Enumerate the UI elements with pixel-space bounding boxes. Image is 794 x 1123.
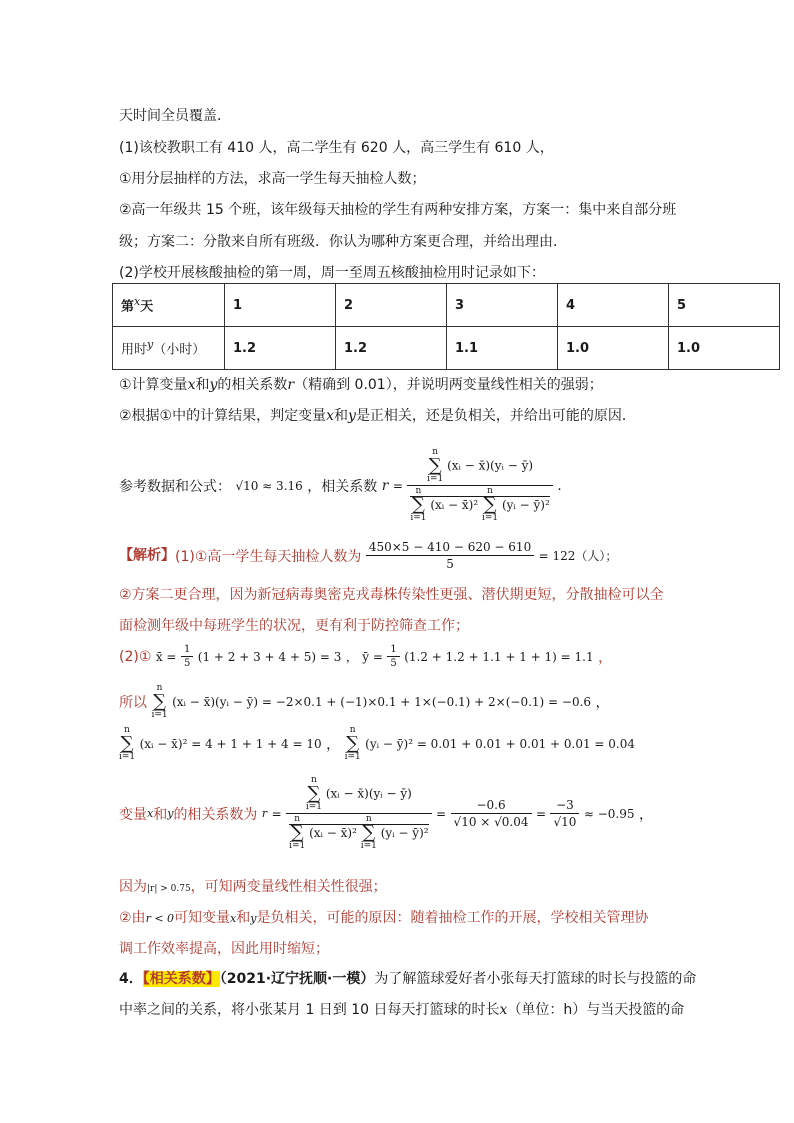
solution-1b-line2: 面检测年级中每班学生的状况，更有利于防控筛查工作； bbox=[119, 618, 469, 634]
solution-2-variances: n ∑ i=1 (xᵢ − x̄)² = 4 + 1 + 1 + 4 = 10 ， n ∑ i=1 (yᵢ − ȳ)² = 0.01 + 0.01 + 0.01 + 0.01 = 0.04 bbox=[119, 725, 636, 762]
question-4-line1: 4．【相关系数】（2021·辽宁抚顺·一模）为了解篮球爱好者小张每天打篮球的时长与投篮的命 bbox=[119, 971, 697, 987]
solution-2b-line1: ②由r < 0可知变量x和y是负相关，可能的原因：随着抽检工作的开展，学校相关管理协 bbox=[119, 910, 649, 926]
table-cell: 5 bbox=[669, 284, 780, 327]
correlation-formula: n ∑ i=1 (xᵢ − x̄)(yᵢ − ȳ) n ∑ i=1 (xᵢ − x̄)² n ∑ i=1 (yᵢ − ȳ)² bbox=[407, 448, 552, 523]
question-1a: ①用分层抽样的方法，求高一学生每天抽检人数； bbox=[119, 171, 426, 187]
topic-tag: 【相关系数】 bbox=[142, 971, 220, 987]
question-1b-line1: ②高一年级共 15 个班，该年级每天抽检的学生有两种安排方案，方案一：集中来自部分班 bbox=[119, 202, 677, 218]
question-1: (1)该校教职工有 410 人，高二学生有 620 人，高三学生有 610 人， bbox=[119, 140, 554, 156]
table-header-cell: 第$^x$天 bbox=[113, 284, 225, 327]
table-row bbox=[113, 284, 780, 327]
question-1b-line2: 级；方案二：分散来自所有班级．你认为哪种方案更合理，并给出理由． bbox=[119, 234, 567, 250]
reference-formula: 参考数据和公式： √10 ≈ 3.16 ，相关系数 r = n ∑ i=1 (xᵢ − x̄)(yᵢ − ȳ) n ∑ i=1 (xᵢ − x̄)² n ∑ i=1 (yᵢ − ȳ)² . bbox=[119, 447, 562, 523]
solution-1b-line1: ②方案二更合理，因为新冠病毒奥密克戎毒株传染性更强、潜伏期更短，分散抽检可以全 bbox=[119, 587, 664, 603]
solution-2-correlation: 变量x和y的相关系数为 r = n ∑ i=1 (xᵢ − x̄)(yᵢ − ȳ) n ∑ i=1 (xᵢ − x̄)² n ∑ i=1 (yᵢ − ȳ)² = $\frac{-0.6}{√10 \times √0.04}$ = $\frac{-3}{√10}$ ≈ −0.95 ， bbox=[119, 775, 653, 851]
table-cell: 1.2 bbox=[336, 327, 447, 370]
table-cell: 4 bbox=[558, 284, 669, 327]
solution-2-covariance: 所以 n ∑ i=1 (xᵢ − x̄)(yᵢ − ȳ) = −2×0.1 + (−1)×0.1 + 1×(−0.1) + 2×(−0.1) = −0.6 ， bbox=[119, 683, 610, 720]
table-cell: 3 bbox=[447, 284, 558, 327]
solution-2b-line2: 调工作效率提高，因此用时缩短； bbox=[119, 941, 329, 957]
table-row bbox=[113, 327, 780, 370]
table-header-cell: 用时$^y$（小时） bbox=[113, 327, 225, 370]
table-cell: 1 bbox=[225, 284, 336, 327]
question-2b: ②根据①中的计算结果，判定变量x和y是正相关，还是负相关，并给出可能的原因． bbox=[119, 408, 636, 424]
text-line: 天时间全员覆盖． bbox=[119, 108, 231, 124]
solution-2-strength: 因为|r| > 0.75，可知两变量线性相关性很强； bbox=[119, 879, 387, 895]
table-cell: 1.0 bbox=[669, 327, 780, 370]
solution-2-means: (2)① x̄ = $\frac{1}{5}$ (1 + 2 + 3 + 4 + 5) = 3 ， ȳ = $\frac{1}{5}$ (1.2 + 1.2 + 1.1 + 1 + 1) = 1.1 ， bbox=[119, 644, 613, 669]
solution-1a: 【解析】(1)①高一学生每天抽检人数为 $\frac{450\times 5 - 410 - 620 - 610}{5}$ = 122（人）； bbox=[119, 540, 618, 571]
question-4-line2: 中率之间的关系，将小张某月 1 日到 10 日每天打篮球的时长x（单位：h）与当天投篮的命 bbox=[119, 1002, 685, 1018]
table-cell: 1.2 bbox=[225, 327, 336, 370]
table-cell: 1.1 bbox=[447, 327, 558, 370]
table-cell: 1.0 bbox=[558, 327, 669, 370]
table-cell: 2 bbox=[336, 284, 447, 327]
data-table bbox=[112, 283, 780, 370]
question-2: (2)学校开展核酸抽检的第一周，周一至周五核酸抽检用时记录如下： bbox=[119, 265, 545, 281]
question-2a: ①计算变量x和y的相关系数r（精确到 0.01），并说明两变量线性相关的强弱； bbox=[119, 377, 603, 393]
